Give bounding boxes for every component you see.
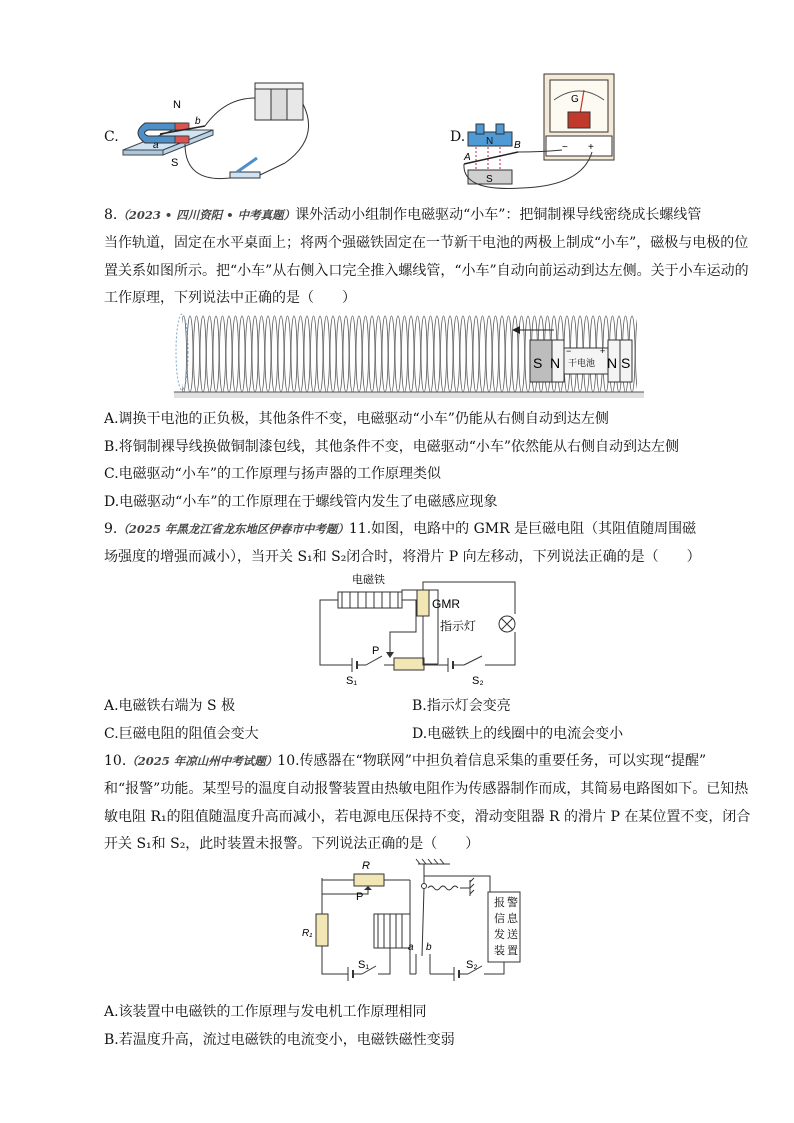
question-8-line-1: 8.（2023 • 四川资阳 • 中考真题）课外活动小组制作电磁驱动“小车”：把铜制裸导线密绕成长螺线管 <box>104 207 702 223</box>
fig10-alarm-1: 报 <box>494 897 505 909</box>
q9-option-b[interactable]: B.指示灯会变亮 <box>412 698 511 714</box>
question-10-line-2: 和“报警”功能。某型号的温度自动报警装置由热敏电阻作为传感器制作而成，其简易电路图如下。已知热 <box>104 781 749 797</box>
fig10-alarm-8: 置 <box>507 945 518 957</box>
question-8-line-2: 当作轨道，固定在水平桌面上；将两个强磁铁固定在一节新干电池的两极上制成“小车”，磁极与电极的位 <box>104 235 749 251</box>
option-label-c: C. <box>104 129 119 145</box>
fig10-r: R <box>362 860 370 872</box>
question-8-line-4: 工作原理，下列说法中正确的是（ ） <box>104 290 356 306</box>
fig9-s2: S₂ <box>472 675 484 687</box>
figure-solenoid-car <box>174 310 644 398</box>
fig-car-s1: S <box>533 355 543 371</box>
fig-d-s: S <box>486 174 493 185</box>
figure-c-magnet-circuit <box>115 78 315 188</box>
fig10-alarm-7: 装 <box>494 945 505 957</box>
q10-option-b[interactable]: B.若温度升高，流过电磁铁的电流变小，电磁铁磁性变弱 <box>104 1032 455 1048</box>
question-9-line-2: 场强度的增强而减小），当开关 S₁和 S₂闭合时，将滑片 P 向左移动，下列说法正确的是（ ） <box>104 549 701 565</box>
fig-car-s2: S <box>621 355 631 371</box>
q8-option-d[interactable]: D.电磁驱动“小车”的工作原理在于螺线管内发生了电磁感应现象 <box>104 494 498 510</box>
fig9-electromagnet-label: 电磁铁 <box>352 574 385 586</box>
question-10-line-3: 敏电阻 R₁的阻值随温度升高而减小，若电源电压保持不变，滑动变阻器 R 的滑片 P 在某位置不变，闭合 <box>104 809 751 825</box>
fig10-s1: S₁ <box>358 959 370 971</box>
question-10-source: （2025 年凉山州中考试题） <box>126 754 278 768</box>
fig-c-b: b <box>195 116 201 127</box>
fig9-p: P <box>372 645 380 657</box>
fig-d-plus: + <box>588 142 594 153</box>
fig-car-battery: 干电池 <box>568 358 596 368</box>
fig-d-g: G <box>571 94 579 105</box>
q9-option-c[interactable]: C.巨磁电阻的阻值会变大 <box>104 726 259 742</box>
q8-option-b[interactable]: B.将铜制裸导线换做铜制漆包线，其他条件不变，电磁驱动“小车”依然能从右侧自动到达左侧 <box>104 439 680 455</box>
fig-d-a: A <box>464 152 471 163</box>
fig9-gmr: GMR <box>432 597 460 611</box>
q9-option-a[interactable]: A.电磁铁右端为 S 极 <box>104 698 236 714</box>
fig-c-a: a <box>153 140 159 151</box>
fig-car-n1: N <box>550 355 561 371</box>
question-10-line-1: 10.（2025 年凉山州中考试题）10.传感器在“物联网”中担负着信息采集的重要任务，可以实现“提醒” <box>104 753 707 769</box>
fig-d-b: B <box>514 140 521 151</box>
option-label-d: D. <box>450 129 466 145</box>
fig9-lamp: 指示灯 <box>440 619 477 633</box>
figure-d-galvanometer <box>462 72 622 194</box>
question-8-source: （2023 • 四川资阳 • 中考真题） <box>117 208 296 222</box>
fig-car-plus: + <box>600 346 606 356</box>
fig10-alarm-3: 信 <box>494 913 505 925</box>
fig-car-minus: − <box>566 346 572 356</box>
fig10-alarm-4: 息 <box>507 913 518 925</box>
fig10-r1: R₁ <box>302 928 313 939</box>
q10-option-a[interactable]: A.该装置中电磁铁的工作原理与发电机工作原理相同 <box>104 1004 427 1020</box>
figure-gmr-circuit <box>300 570 530 688</box>
fig10-p: P <box>356 891 364 903</box>
fig10-b: b <box>426 942 432 953</box>
fig9-s1: S₁ <box>346 675 358 687</box>
fig-c-n: N <box>173 99 181 111</box>
question-10-line-4: 开关 S₁和 S₂，此时装置未报警。下列说法正确的是（ ） <box>104 836 480 852</box>
fig-car-n2: N <box>607 355 618 371</box>
question-8-line-3: 置关系如图所示。把“小车”从右侧入口完全推入螺线管，“小车”自动向前运动到达左侧。关于小车运动的 <box>104 263 749 279</box>
fig10-a: a <box>408 942 414 953</box>
question-9-source: （2025 年黑龙江省龙东地区伊春市中考题） <box>117 522 349 536</box>
fig10-s2: S₂ <box>466 959 478 971</box>
question-9-line-1: 9.（2025 年黑龙江省龙东地区伊春市中考题）11.如图，电路中的 GMR 是巨磁电阻（其阻值随周围磁 <box>104 521 697 537</box>
fig10-alarm-6: 送 <box>507 929 518 941</box>
q8-option-a[interactable]: A.调换干电池的正负极，其他条件不变，电磁驱动“小车”仍能从右侧自动到达左侧 <box>104 411 609 427</box>
fig10-alarm-2: 警 <box>507 897 518 909</box>
fig-c-s: S <box>171 157 179 169</box>
q9-option-d[interactable]: D.电磁铁上的线圈中的电流会变小 <box>412 726 624 742</box>
fig-d-minus: − <box>562 142 568 153</box>
fig-d-n: N <box>486 136 494 147</box>
figure-temperature-alarm <box>300 856 530 994</box>
q8-option-c[interactable]: C.电磁驱动“小车”的工作原理与扬声器的工作原理类似 <box>104 466 441 482</box>
fig10-alarm-5: 发 <box>494 929 505 941</box>
